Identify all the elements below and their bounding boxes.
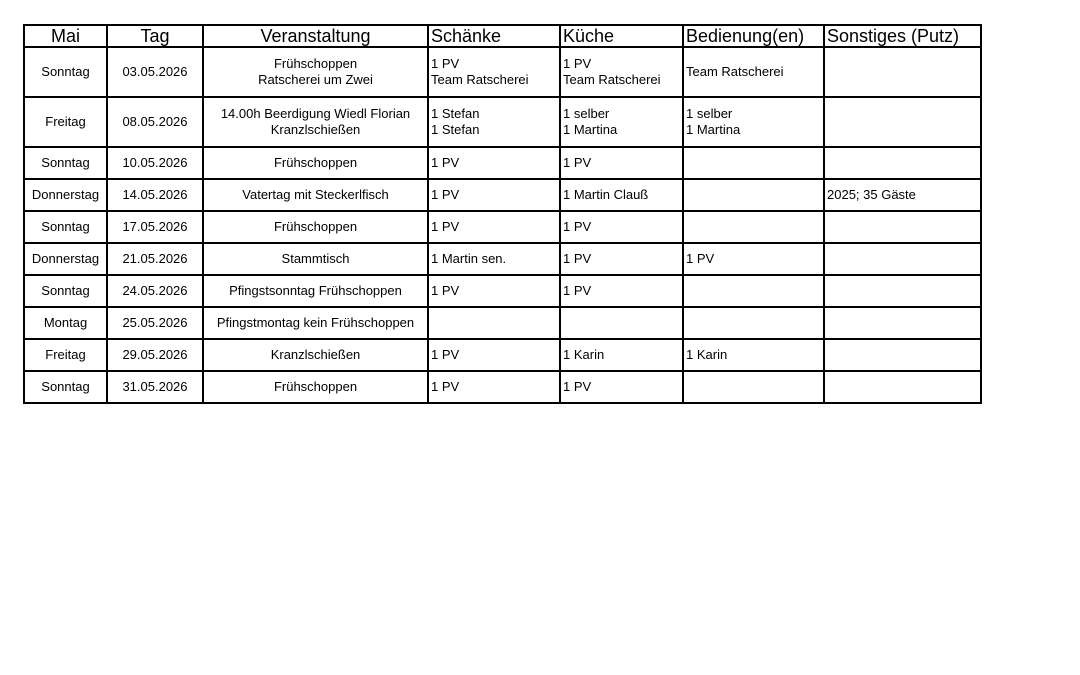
table-row bbox=[24, 97, 981, 147]
cell-sonstiges bbox=[824, 147, 981, 179]
cell-event bbox=[203, 371, 428, 403]
page-title bbox=[24, 0, 980, 5]
cell-weekday: Sonntag bbox=[24, 275, 107, 307]
cell-event-line: Frühschoppen bbox=[273, 219, 358, 234]
cell-sonstiges bbox=[824, 211, 981, 243]
cell-kueche-line: 1 Martin Clauß bbox=[563, 187, 649, 202]
cell-sonstiges bbox=[824, 97, 981, 147]
cell-sonstiges bbox=[824, 339, 981, 371]
cell-bedienung bbox=[683, 243, 824, 275]
cell-kueche-line: 1 PV bbox=[563, 155, 592, 170]
cell-event bbox=[203, 339, 428, 371]
cell-bedienung-line: 1 PV bbox=[686, 251, 715, 266]
cell-schaenke bbox=[428, 211, 560, 243]
cell-schaenke bbox=[428, 243, 560, 275]
cell-event bbox=[203, 243, 428, 275]
cell-schaenke-line: 1 PV bbox=[431, 187, 460, 202]
cell-schaenke bbox=[428, 179, 560, 211]
cell-event-line: Vatertag mit Steckerlfisch bbox=[242, 187, 389, 202]
cell-bedienung bbox=[683, 275, 824, 307]
cell-weekday: Donnerstag bbox=[24, 243, 107, 275]
cell-kueche-line: 1 Karin bbox=[563, 347, 605, 362]
cell-kueche-line: 1 PV bbox=[563, 251, 592, 266]
cell-event-line: Pfingstsonntag Frühschoppen bbox=[229, 283, 402, 298]
cell-weekday: Donnerstag bbox=[24, 179, 107, 211]
table-row bbox=[24, 371, 981, 403]
cell-event bbox=[203, 179, 428, 211]
cell-event-line: 14.00h Beerdigung Wiedl Florian bbox=[220, 106, 411, 121]
cell-date: 24.05.2026 bbox=[107, 275, 203, 307]
cell-bedienung bbox=[683, 179, 824, 211]
schedule-body bbox=[24, 47, 981, 403]
table-row bbox=[24, 179, 981, 211]
header-kueche: Küche bbox=[560, 25, 683, 47]
cell-event bbox=[203, 211, 428, 243]
cell-bedienung bbox=[683, 371, 824, 403]
cell-event-line: Pfingstmontag kein Frühschoppen bbox=[216, 315, 415, 330]
cell-bedienung-line: Team Ratscherei bbox=[686, 64, 784, 79]
cell-event-line: Frühschoppen bbox=[273, 379, 358, 394]
cell-sonstiges bbox=[824, 243, 981, 275]
header-schaenke: Schänke bbox=[428, 25, 560, 47]
cell-weekday: Sonntag bbox=[24, 47, 107, 97]
cell-date: 14.05.2026 bbox=[107, 179, 203, 211]
cell-schaenke-line: 1 PV bbox=[431, 219, 460, 234]
cell-sonstiges bbox=[824, 307, 981, 339]
cell-date: 17.05.2026 bbox=[107, 211, 203, 243]
cell-kueche bbox=[560, 47, 683, 97]
cell-event bbox=[203, 97, 428, 147]
table-row bbox=[24, 339, 981, 371]
cell-kueche-line: 1 Martina bbox=[563, 122, 618, 137]
cell-kueche-line: 1 PV bbox=[563, 379, 592, 394]
table-row bbox=[24, 147, 981, 179]
cell-sonstiges bbox=[824, 371, 981, 403]
cell-bedienung-line: 1 Karin bbox=[686, 347, 728, 362]
cell-event bbox=[203, 307, 428, 339]
cell-schaenke bbox=[428, 307, 560, 339]
cell-schaenke bbox=[428, 339, 560, 371]
cell-bedienung bbox=[683, 47, 824, 97]
cell-event-line: Ratscherei um Zwei bbox=[258, 72, 373, 87]
cell-kueche-line: Team Ratscherei bbox=[563, 72, 661, 87]
cell-date: 08.05.2026 bbox=[107, 97, 203, 147]
cell-schaenke-line: 1 Stefan bbox=[431, 122, 480, 137]
cell-event bbox=[203, 275, 428, 307]
cell-bedienung bbox=[683, 339, 824, 371]
cell-bedienung bbox=[683, 147, 824, 179]
header-date: Tag bbox=[107, 25, 203, 47]
cell-event-line: Frühschoppen bbox=[273, 155, 358, 170]
cell-schaenke-line: 1 PV bbox=[431, 347, 460, 362]
cell-event-line: Frühschoppen bbox=[273, 56, 358, 71]
header-event: Veranstaltung bbox=[203, 25, 428, 47]
cell-kueche bbox=[560, 179, 683, 211]
cell-date: 10.05.2026 bbox=[107, 147, 203, 179]
cell-schaenke-line: Team Ratscherei bbox=[431, 72, 529, 87]
cell-schaenke bbox=[428, 275, 560, 307]
header-row bbox=[24, 25, 981, 47]
cell-kueche-line: 1 PV bbox=[563, 219, 592, 234]
cell-event-line: Kranzlschießen bbox=[270, 122, 361, 137]
cell-schaenke-line: 1 PV bbox=[431, 283, 460, 298]
cell-weekday: Freitag bbox=[24, 339, 107, 371]
cell-kueche-line: 1 selber bbox=[563, 106, 610, 121]
cell-schaenke bbox=[428, 97, 560, 147]
cell-schaenke bbox=[428, 371, 560, 403]
cell-kueche bbox=[560, 211, 683, 243]
cell-event-line: Stammtisch bbox=[281, 251, 350, 266]
cell-date: 21.05.2026 bbox=[107, 243, 203, 275]
cell-event bbox=[203, 47, 428, 97]
cell-schaenke-line: 1 Stefan bbox=[431, 106, 480, 121]
cell-weekday: Sonntag bbox=[24, 147, 107, 179]
cell-date: 29.05.2026 bbox=[107, 339, 203, 371]
cell-date: 03.05.2026 bbox=[107, 47, 203, 97]
header-month: Mai bbox=[24, 25, 107, 47]
cell-kueche-line: 1 PV bbox=[563, 56, 592, 71]
cell-weekday: Sonntag bbox=[24, 371, 107, 403]
cell-bedienung-line: 1 selber bbox=[686, 106, 733, 121]
cell-kueche bbox=[560, 371, 683, 403]
cell-schaenke bbox=[428, 147, 560, 179]
cell-event-line: Kranzlschießen bbox=[270, 347, 361, 362]
table-row bbox=[24, 243, 981, 275]
cell-event bbox=[203, 147, 428, 179]
header-sonstiges: Sonstiges (Putz) bbox=[824, 25, 981, 47]
cell-sonstiges bbox=[824, 47, 981, 97]
cell-schaenke-line: 1 PV bbox=[431, 155, 460, 170]
cell-kueche bbox=[560, 307, 683, 339]
cell-kueche bbox=[560, 243, 683, 275]
cell-weekday: Sonntag bbox=[24, 211, 107, 243]
cell-weekday: Freitag bbox=[24, 97, 107, 147]
cell-date: 25.05.2026 bbox=[107, 307, 203, 339]
cell-schaenke bbox=[428, 47, 560, 97]
cell-sonstiges bbox=[824, 179, 981, 211]
cell-bedienung bbox=[683, 307, 824, 339]
cell-schaenke-line: 1 PV bbox=[431, 379, 460, 394]
cell-kueche bbox=[560, 339, 683, 371]
table-row bbox=[24, 211, 981, 243]
cell-kueche bbox=[560, 147, 683, 179]
cell-kueche-line: 1 PV bbox=[563, 283, 592, 298]
table-row bbox=[24, 275, 981, 307]
cell-sonstiges-line: 2025; 35 Gäste bbox=[827, 187, 916, 202]
table-row bbox=[24, 307, 981, 339]
header-bedienung: Bedienung(en) bbox=[683, 25, 824, 47]
cell-bedienung bbox=[683, 211, 824, 243]
table-row bbox=[24, 47, 981, 97]
cell-weekday: Montag bbox=[24, 307, 107, 339]
cell-kueche bbox=[560, 275, 683, 307]
cell-date: 31.05.2026 bbox=[107, 371, 203, 403]
cell-schaenke-line: 1 PV bbox=[431, 56, 460, 71]
cell-bedienung bbox=[683, 97, 824, 147]
cell-sonstiges bbox=[824, 275, 981, 307]
schedule-table bbox=[23, 24, 982, 404]
cell-bedienung-line: 1 Martina bbox=[686, 122, 741, 137]
cell-kueche bbox=[560, 97, 683, 147]
cell-schaenke-line: 1 Martin sen. bbox=[431, 251, 507, 266]
